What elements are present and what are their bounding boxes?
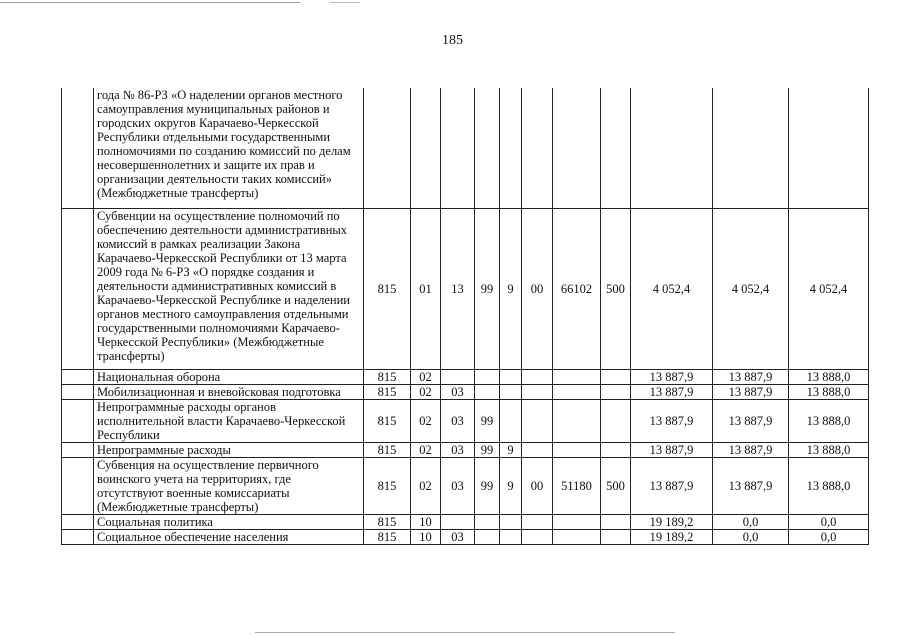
year1-amount-cell: 19 189,2 xyxy=(631,529,713,544)
subprogram-cell: 9 xyxy=(500,457,522,514)
subsection-cell xyxy=(441,514,475,529)
scan-edge-top-right xyxy=(330,2,360,3)
program-cell: 99 xyxy=(475,457,500,514)
page-number: 185 xyxy=(442,33,463,48)
year3-amount-cell: 13 888,0 xyxy=(789,442,869,457)
ved-cell: 815 xyxy=(364,529,411,544)
description-cell: Субвенции на осуществление полномочий по обеспечению деятельности административных комиссий в рамках реализации Закона Карачаево-Черкесской Республики от 13 марта 2009 года № 6-РЗ «О порядке создания и деятельности административных комиссий в Карачаево-Черкесской Республике и наделении органов местного самоуправления отдельными государственными полномочиями Карачаево-Черкесской Республики» (Межбюджетные трансферты) xyxy=(94,208,364,369)
description-cell: Мобилизационная и вневойсковая подготовка xyxy=(94,384,364,399)
program-cell xyxy=(475,514,500,529)
direction-cell: 00 xyxy=(522,457,553,514)
program-cell xyxy=(475,384,500,399)
expense-type-cell xyxy=(601,399,631,442)
description-cell: года № 86-РЗ «О наделении органов местного самоуправления муниципальных районов и городских округов Карачаево-Черкесской Республики отдельными государственными полномочиями по созданию комиссий по делам несовершеннолетних и защите их прав и организации деятельности таких комиссий» (Межбюджетные трансферты) xyxy=(94,88,364,208)
subsection-cell: 03 xyxy=(441,384,475,399)
subsection-cell: 03 xyxy=(441,442,475,457)
year3-amount-cell: 13 888,0 xyxy=(789,384,869,399)
direction-cell: 00 xyxy=(522,208,553,369)
scan-edge-bottom xyxy=(255,632,675,633)
year1-amount-cell: 13 887,9 xyxy=(631,399,713,442)
ved-cell: 815 xyxy=(364,384,411,399)
program-cell: 99 xyxy=(475,208,500,369)
program-cell xyxy=(475,529,500,544)
year2-amount-cell: 13 887,9 xyxy=(713,399,789,442)
description-cell: Социальное обеспечение населения xyxy=(94,529,364,544)
expense-code-cell xyxy=(553,88,601,208)
program-cell: 99 xyxy=(475,399,500,442)
section-cell xyxy=(411,88,441,208)
ved-cell: 815 xyxy=(364,514,411,529)
year2-amount-cell: 0,0 xyxy=(713,529,789,544)
expense-type-cell xyxy=(601,514,631,529)
table-row xyxy=(62,384,869,399)
row-number-cell xyxy=(62,88,94,208)
ved-cell: 815 xyxy=(364,208,411,369)
subsection-cell: 13 xyxy=(441,208,475,369)
row-number-cell xyxy=(62,514,94,529)
description-cell: Национальная оборона xyxy=(94,369,364,384)
year2-amount-cell: 13 887,9 xyxy=(713,384,789,399)
expense-code-cell xyxy=(553,514,601,529)
year2-amount-cell: 13 887,9 xyxy=(713,457,789,514)
subprogram-cell: 9 xyxy=(500,442,522,457)
year1-amount-cell: 19 189,2 xyxy=(631,514,713,529)
subprogram-cell xyxy=(500,399,522,442)
expense-code-cell xyxy=(553,369,601,384)
section-cell: 02 xyxy=(411,384,441,399)
budget-table xyxy=(61,88,869,545)
table-row xyxy=(62,457,869,514)
section-cell: 10 xyxy=(411,514,441,529)
ved-cell: 815 xyxy=(364,457,411,514)
year1-amount-cell xyxy=(631,88,713,208)
section-cell: 02 xyxy=(411,442,441,457)
expense-type-cell: 500 xyxy=(601,457,631,514)
year3-amount-cell: 4 052,4 xyxy=(789,208,869,369)
subprogram-cell xyxy=(500,369,522,384)
program-cell: 99 xyxy=(475,442,500,457)
table-row xyxy=(62,442,869,457)
row-number-cell xyxy=(62,208,94,369)
year2-amount-cell: 0,0 xyxy=(713,514,789,529)
year2-amount-cell: 13 887,9 xyxy=(713,369,789,384)
program-cell xyxy=(475,88,500,208)
subsection-cell: 03 xyxy=(441,529,475,544)
direction-cell xyxy=(522,384,553,399)
year3-amount-cell: 13 888,0 xyxy=(789,399,869,442)
year3-amount-cell: 0,0 xyxy=(789,529,869,544)
section-cell: 02 xyxy=(411,457,441,514)
direction-cell xyxy=(522,442,553,457)
direction-cell xyxy=(522,88,553,208)
year3-amount-cell xyxy=(789,88,869,208)
direction-cell xyxy=(522,369,553,384)
year3-amount-cell: 0,0 xyxy=(789,514,869,529)
table-row xyxy=(62,514,869,529)
ved-cell: 815 xyxy=(364,369,411,384)
ved-cell: 815 xyxy=(364,399,411,442)
row-number-cell xyxy=(62,529,94,544)
expense-code-cell: 51180 xyxy=(553,457,601,514)
description-cell: Субвенция на осуществление первичного воинского учета на территориях, где отсутствуют военные комиссариаты (Межбюджетные трансферты) xyxy=(94,457,364,514)
year3-amount-cell: 13 888,0 xyxy=(789,369,869,384)
subprogram-cell: 9 xyxy=(500,208,522,369)
table-row xyxy=(62,399,869,442)
subsection-cell: 03 xyxy=(441,457,475,514)
subprogram-cell xyxy=(500,384,522,399)
direction-cell xyxy=(522,514,553,529)
description-cell: Социальная политика xyxy=(94,514,364,529)
description-cell: Непрограммные расходы органов исполнительной власти Карачаево-Черкесской Республики xyxy=(94,399,364,442)
subsection-cell: 03 xyxy=(441,399,475,442)
table-row xyxy=(62,208,869,369)
row-number-cell xyxy=(62,384,94,399)
year3-amount-cell: 13 888,0 xyxy=(789,457,869,514)
year1-amount-cell: 13 887,9 xyxy=(631,384,713,399)
description-cell: Непрограммные расходы xyxy=(94,442,364,457)
table-row xyxy=(62,369,869,384)
subprogram-cell xyxy=(500,529,522,544)
table-body xyxy=(62,88,869,544)
direction-cell xyxy=(522,529,553,544)
ved-cell xyxy=(364,88,411,208)
year2-amount-cell xyxy=(713,88,789,208)
expense-code-cell xyxy=(553,399,601,442)
expense-type-cell xyxy=(601,369,631,384)
subprogram-cell xyxy=(500,514,522,529)
year1-amount-cell: 13 887,9 xyxy=(631,369,713,384)
row-number-cell xyxy=(62,369,94,384)
subprogram-cell xyxy=(500,88,522,208)
direction-cell xyxy=(522,399,553,442)
table-row xyxy=(62,529,869,544)
expense-type-cell xyxy=(601,529,631,544)
section-cell: 02 xyxy=(411,399,441,442)
year1-amount-cell: 13 887,9 xyxy=(631,442,713,457)
ved-cell: 815 xyxy=(364,442,411,457)
expense-type-cell xyxy=(601,442,631,457)
program-cell xyxy=(475,369,500,384)
year1-amount-cell: 4 052,4 xyxy=(631,208,713,369)
expense-type-cell: 500 xyxy=(601,208,631,369)
subsection-cell xyxy=(441,369,475,384)
row-number-cell xyxy=(62,457,94,514)
expense-code-cell xyxy=(553,442,601,457)
section-cell: 02 xyxy=(411,369,441,384)
year1-amount-cell: 13 887,9 xyxy=(631,457,713,514)
year2-amount-cell: 4 052,4 xyxy=(713,208,789,369)
scan-edge-top xyxy=(0,2,300,3)
row-number-cell xyxy=(62,442,94,457)
year2-amount-cell: 13 887,9 xyxy=(713,442,789,457)
subsection-cell xyxy=(441,88,475,208)
row-number-cell xyxy=(62,399,94,442)
expense-code-cell: 66102 xyxy=(553,208,601,369)
expense-code-cell xyxy=(553,384,601,399)
expense-type-cell xyxy=(601,88,631,208)
expense-code-cell xyxy=(553,529,601,544)
section-cell: 01 xyxy=(411,208,441,369)
expense-type-cell xyxy=(601,384,631,399)
table-row xyxy=(62,88,869,208)
section-cell: 10 xyxy=(411,529,441,544)
